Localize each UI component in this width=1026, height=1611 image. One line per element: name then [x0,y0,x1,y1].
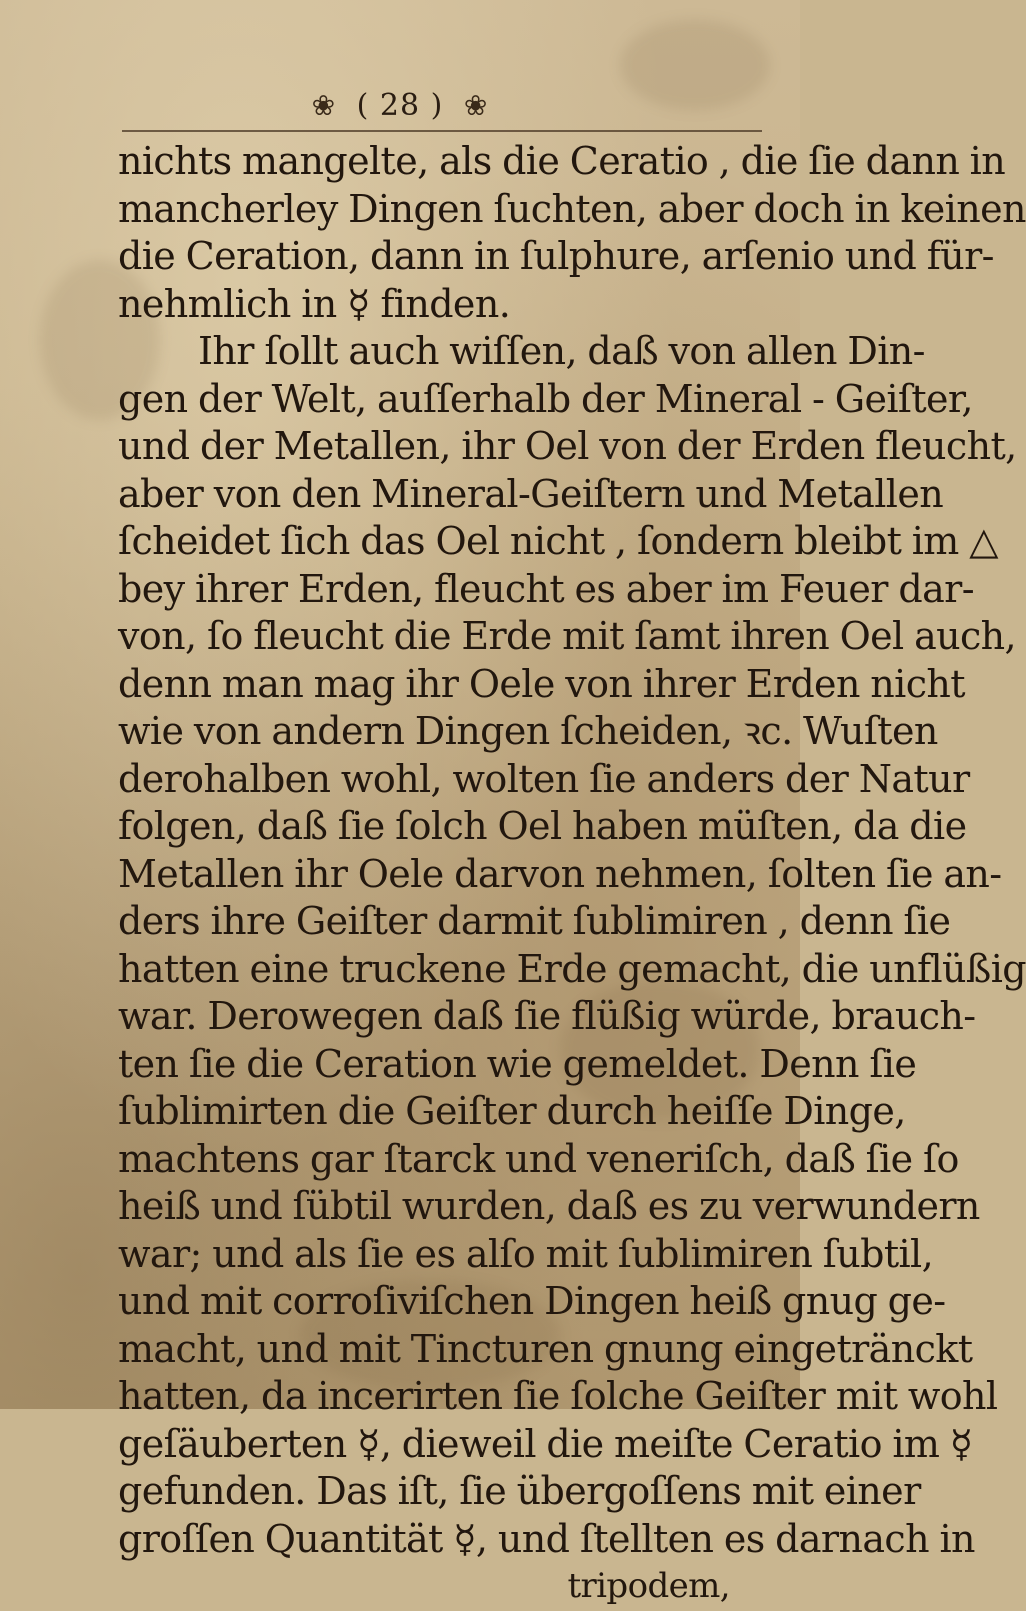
text-line: nehmlich in ☿ finden. [118,281,511,326]
text-line: und mit corroſiviſchen Dingen heiß gnug ge- [118,1279,946,1323]
text-line: die Ceration, dann in ſulphure, arſenio und für- [118,234,994,278]
text-line: macht, und mit Tincturen gnung eingetränckt [118,1326,973,1371]
text-line: nichts mangelte, als die Ceratio , die ſie dann in [118,139,1006,183]
text-line: machtens gar ſtarck und veneriſch, daß ſie ſo [118,1136,959,1181]
text-line: hatten, da incerirten ſie ſolche Geiſter mit wohl [118,1374,998,1418]
page-header [0,86,800,123]
page-number: ( 28 ) [356,87,444,123]
text-line: von, ſo fleucht die Erde mit ſamt ihren Oel auch, [118,614,1017,658]
text-line: aber von den Mineral-Geiſtern und Metallen [118,471,944,516]
text-line: Ihr ſollt auch wiſſen, daß von allen Din- [198,329,925,373]
text-line: geſäuberten ☿, dieweil die meiſte Ceratio im ☿ [118,1421,973,1466]
text-line: folgen, daß ſie ſolch Oel haben müſten, da die [118,804,967,848]
text-line: heiß und ſübtil wurden, daß es zu verwundern [118,1184,980,1228]
catchword: tripodem, [567,1566,730,1606]
text-line: Metallen ihr Oele darvon nehmen, ſolten ſie an- [118,851,1002,896]
text-line: ten ſie die Ceration wie gemeldet. Denn ſie [118,1041,917,1086]
flower-ornament-icon: ❀ [463,88,489,122]
body-text [118,138,1026,1611]
text-line: denn man mag ihr Oele von ihrer Erden nicht [118,661,965,706]
text-line: gen der Welt, auſſerhalb der Mineral - Geiſter, [118,376,973,421]
text-line: gefunden. Das iſt, ſie übergoſſens mit einer [118,1469,921,1513]
text-line: groſſen Quantität ☿, und ſtellten es darnach in [118,1516,975,1561]
text-line: und der Metallen, ihr Oel von der Erden fleucht, [118,424,1017,468]
header-rule [122,130,762,132]
flower-ornament-icon: ❀ [311,88,337,122]
text-line: bey ihrer Erden, fleucht es aber im Feuer dar- [118,566,974,611]
text-line: ſcheidet ſich das Oel nicht , ſondern bleibt im △ [118,519,998,563]
text-line: war; und als ſie es alſo mit ſublimiren ſubtil, [118,1231,934,1276]
text-line: ders ihre Geiſter darmit ſublimiren , denn ſie [118,899,951,943]
text-line: hatten eine truckene Erde gemacht, die unflüßig [118,946,1026,991]
text-line: derohalben wohl, wolten ſie anders der Natur [118,756,970,801]
text-line: war. Derowegen daß ſie flüßig würde, brauch- [118,994,976,1038]
text-line: wie von andern Dingen ſcheiden, ꝛc. Wuſten [118,709,938,753]
text-line: ſublimirten die Geiſter durch heiſſe Dinge, [118,1089,906,1133]
text-line: mancherley Dingen ſuchten, aber doch in keinen [118,186,1026,231]
